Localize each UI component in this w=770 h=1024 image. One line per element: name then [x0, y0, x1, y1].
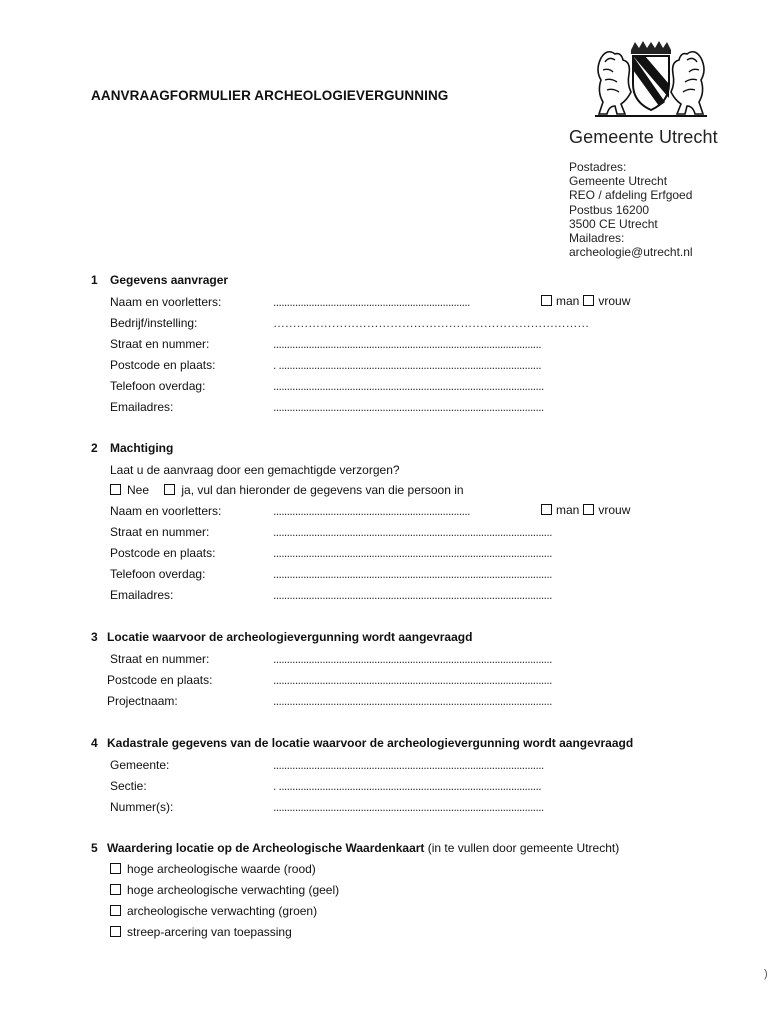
checkbox-vrouw[interactable]: [583, 295, 594, 306]
section-title: [107, 841, 619, 855]
proxy-email-input-line[interactable]: ......................................................................................................: [273, 588, 552, 602]
checkbox-hatching[interactable]: [110, 926, 121, 937]
section-title: Locatie waarvoor de archeologievergunning wordt aangevraagd: [107, 630, 473, 644]
field-label: Straat en nummer:: [110, 525, 210, 539]
checkbox-ja[interactable]: [164, 484, 175, 495]
section-number: 1: [91, 273, 98, 287]
option-label: streep-arcering van toepassing: [127, 925, 292, 939]
checkbox-nee[interactable]: [110, 484, 121, 495]
section-number: 3: [91, 630, 98, 644]
field-label: Naam en voorletters:: [110, 295, 222, 309]
field-label: Straat en nummer:: [110, 652, 210, 666]
location-postcode-input-line[interactable]: ......................................................................................................: [273, 673, 552, 687]
email-input-line[interactable]: ...................................................................................................: [273, 400, 544, 414]
option-label: vrouw: [598, 503, 631, 517]
section-number: 4: [91, 736, 98, 750]
address-line: Postbus 16200: [569, 202, 650, 217]
address-line: REO / afdeling Erfgoed: [569, 188, 693, 203]
postal-address: [569, 160, 693, 259]
field-label: Postcode en plaats:: [107, 673, 213, 687]
checkbox-red[interactable]: [110, 863, 121, 874]
section-number: 5: [91, 841, 98, 855]
checkbox-green[interactable]: [110, 905, 121, 916]
address-line: Mailadres:: [569, 231, 625, 246]
postcode-input-line[interactable]: . ................................................................................................: [273, 358, 541, 372]
field-label: Bedrijf/instelling:: [110, 316, 198, 330]
project-name-input-line[interactable]: ......................................................................................................: [273, 694, 552, 708]
field-label: Emailadres:: [110, 588, 174, 602]
option-label: hoge archeologische verwachting (geel): [127, 883, 340, 897]
phone-input-line[interactable]: ...................................................................................................: [273, 379, 544, 393]
field-label: Postcode en plaats:: [110, 358, 216, 372]
section-number: 2: [91, 441, 98, 455]
utrecht-coat-of-arms-icon: [591, 40, 711, 120]
section-title: Gegevens aanvrager: [110, 273, 229, 287]
authorization-question: Laat u de aanvraag door een gemachtigde verzorgen?: [110, 463, 400, 477]
section-title: Kadastrale gegevens van de locatie waarvoor de archeologievergunning wordt aangevraagd: [107, 736, 634, 750]
checkbox-man[interactable]: [541, 504, 552, 515]
option-label: man: [556, 294, 580, 308]
page-edge-mark: ): [764, 968, 768, 980]
section-title-note: (in te vullen door gemeente Utrecht): [427, 841, 620, 855]
company-input-line[interactable]: ………………………………………………………………………: [273, 316, 589, 330]
field-label: Gemeente:: [110, 758, 170, 772]
option-label: hoge archeologische waarde (rood): [127, 862, 316, 876]
field-label: Sectie:: [110, 779, 147, 793]
section-title-text: Waardering locatie op de Archeologische Waardenkaart: [107, 841, 425, 855]
field-label: Emailadres:: [110, 400, 174, 414]
option-label: vrouw: [598, 294, 631, 308]
checkbox-yellow[interactable]: [110, 884, 121, 895]
email-address: archeologie@utrecht.nl: [569, 245, 693, 260]
option-label: man: [556, 503, 580, 517]
gender-choice: [541, 503, 634, 517]
proxy-postcode-input-line[interactable]: ......................................................................................................: [273, 546, 552, 560]
address-line: 3500 CE Utrecht: [569, 216, 658, 231]
section-input-line[interactable]: . ................................................................................................: [273, 779, 541, 793]
proxy-name-input-line[interactable]: ........................................................................: [273, 504, 470, 518]
municipality-input-line[interactable]: ...................................................................................................: [273, 758, 544, 772]
parcel-number-input-line[interactable]: ...................................................................................................: [273, 800, 544, 814]
field-label: Straat en nummer:: [110, 337, 210, 351]
field-label: Nummer(s):: [110, 800, 174, 814]
field-label: Telefoon overdag:: [110, 567, 206, 581]
name-input-line[interactable]: ........................................................................: [273, 295, 470, 309]
proxy-phone-input-line[interactable]: ......................................................................................................: [273, 567, 552, 581]
valuation-option: [110, 862, 316, 876]
address-line: Gemeente Utrecht: [569, 174, 668, 189]
location-street-input-line[interactable]: ......................................................................................................: [273, 652, 552, 666]
valuation-option: [110, 883, 339, 897]
option-label: ja, vul dan hieronder de gegevens van die persoon in: [181, 483, 464, 497]
street-input-line[interactable]: ..................................................................................................: [273, 337, 541, 351]
option-label: archeologische verwachting (groen): [127, 904, 318, 918]
checkbox-vrouw[interactable]: [583, 504, 594, 515]
valuation-option: [110, 925, 292, 939]
organisation-name: Gemeente Utrecht: [569, 127, 718, 147]
field-label: Naam en voorletters:: [110, 504, 222, 518]
option-label: Nee: [127, 483, 150, 497]
field-label: Telefoon overdag:: [110, 379, 206, 393]
checkbox-man[interactable]: [541, 295, 552, 306]
proxy-street-input-line[interactable]: ......................................................................................................: [273, 525, 552, 539]
valuation-option: [110, 904, 317, 918]
section-title: Machtiging: [110, 441, 174, 455]
gender-choice: [541, 294, 634, 308]
form-title: AANVRAAGFORMULIER ARCHEOLOGIEVERGUNNING: [91, 88, 449, 103]
authorization-options: [110, 483, 464, 497]
field-label: Postcode en plaats:: [110, 546, 216, 560]
address-line: Postadres:: [569, 160, 627, 174]
field-label: Projectnaam:: [107, 694, 178, 708]
